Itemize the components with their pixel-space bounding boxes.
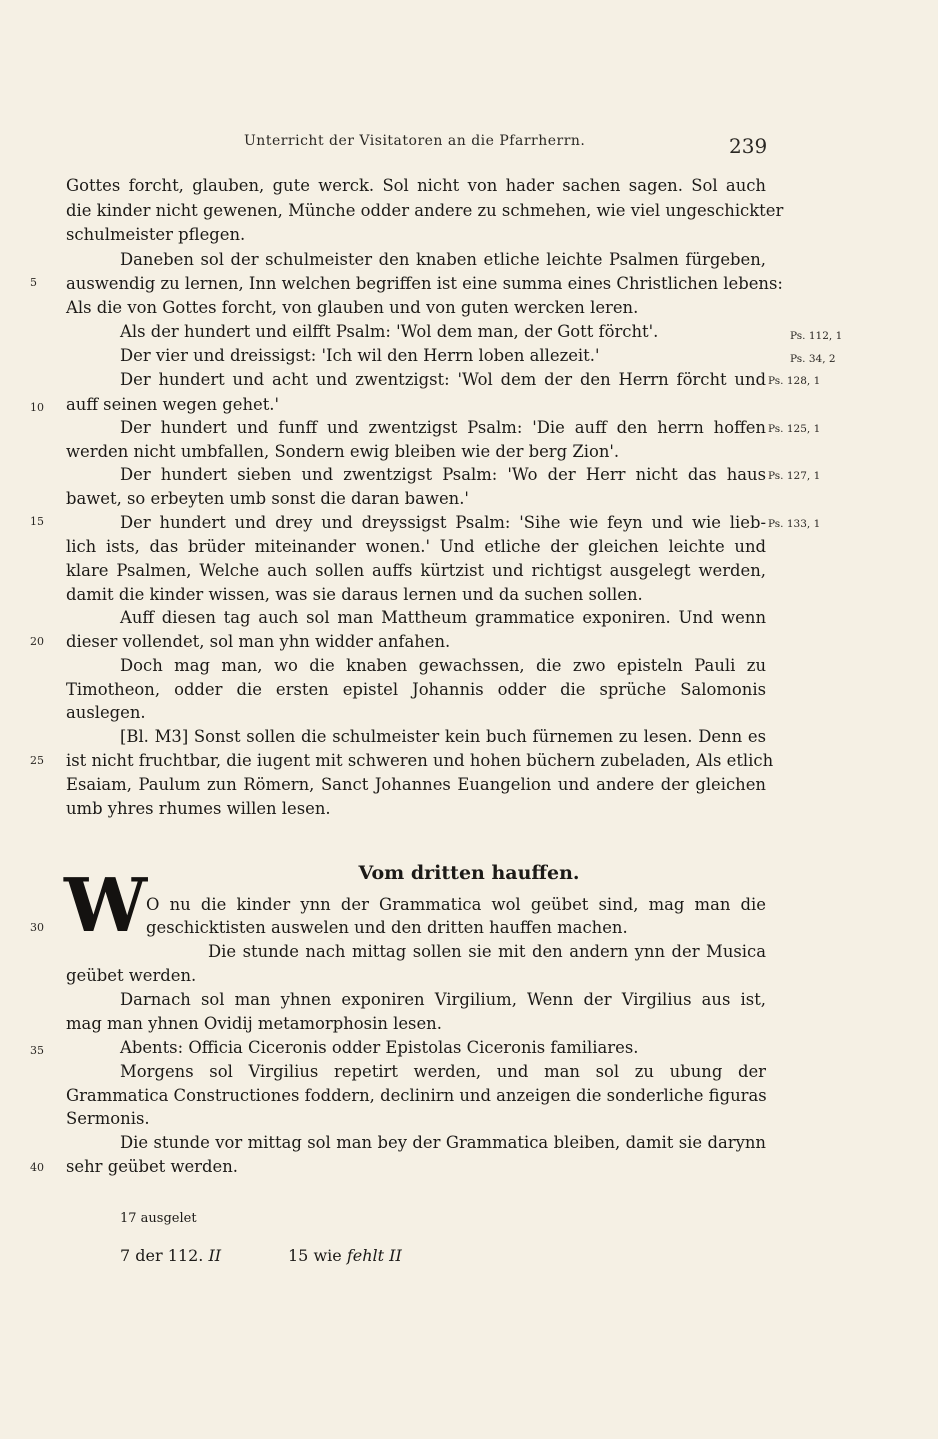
text-line: Der hundert und funff und zwentzigst Psalm: 'Die auff den herrn hoffen xyxy=(120,418,766,437)
text-line: Abents: Officia Ciceronis odder Epistolas Ciceronis familiares. xyxy=(120,1038,639,1057)
text-line: damit die kinder wissen, was sie daraus lernen und da suchen sollen. xyxy=(66,585,643,604)
text-line: Als der hundert und eilfft Psalm: 'Wol dem man, der Gott förcht'. xyxy=(120,322,659,341)
text-line: umb yhres rhumes willen lesen. xyxy=(66,799,331,818)
text-line: sehr geübet werden. xyxy=(66,1157,238,1176)
text-line: Der hundert sieben und zwentzigst Psalm: 'Wo der Herr nicht das haus xyxy=(120,465,766,484)
text-line: ist nicht fruchtbar, die iugent mit schweren und hohen büchern zubeladen, Als etlich xyxy=(66,751,774,770)
text-line: Darnach sol man yhnen exponiren Virgilium, Wenn der Virgilius aus ist, xyxy=(120,990,766,1009)
text-line: geübet werden. xyxy=(66,966,197,985)
text-line: Grammatica Constructiones foddern, declinirn und anzeigen die sonderliche figuras xyxy=(66,1086,767,1105)
margin-reference: Ps. 125, 1 xyxy=(768,423,821,435)
text-line: mag man yhnen Ovidij metamorphosin lesen. xyxy=(66,1014,442,1033)
section-heading: Vom dritten hauffen. xyxy=(358,862,580,884)
drop-cap-initial: W xyxy=(64,863,148,949)
text-line: bawet, so erbeyten umb sonst die daran bawen.' xyxy=(66,489,469,508)
variant-reading xyxy=(120,1245,221,1267)
text-line: Der hundert und acht und zwentzigst: 'Wol dem der den Herrn förcht und xyxy=(120,370,766,389)
text-line: die kinder nicht gewenen, Münche odder andere zu schmehen, wie viel ungeschickter xyxy=(66,201,784,220)
margin-reference: Ps. 128, 1 xyxy=(768,375,821,387)
margin-reference: Ps. 127, 1 xyxy=(768,470,821,482)
text-line: Daneben sol der schulmeister den knaben etliche leichte Psalmen fürgeben, xyxy=(120,250,766,269)
text-line: auswendig zu lernen, Inn welchen begriffen ist eine summa eines Christlichen lebens: xyxy=(66,274,783,293)
running-title: Unterricht der Visitatoren an die Pfarrherrn. xyxy=(244,133,586,149)
line-number: 10 xyxy=(30,401,44,414)
text-line: auff seinen wegen gehet.' xyxy=(66,395,279,414)
line-number: 25 xyxy=(30,754,44,767)
text-line: werden nicht umbfallen, Sondern ewig bleiben wie der berg Zion'. xyxy=(66,442,620,461)
text-line: lich ists, das brüder miteinander wonen.' Und etliche der gleichen leichte und xyxy=(66,537,766,556)
variant-fehlt: fehlt xyxy=(346,1246,385,1265)
margin-reference: Ps. 34, 2 xyxy=(790,353,836,365)
text-line: Auff diesen tag auch sol man Mattheum grammatice exponiren. Und wenn xyxy=(120,608,766,627)
footnote: 17 ausgelet xyxy=(120,1211,197,1226)
margin-reference: Ps. 112, 1 xyxy=(790,330,843,342)
text-line: Die stunde vor mittag sol man bey der Grammatica bleiben, damit sie darynn xyxy=(120,1133,766,1152)
line-number: 40 xyxy=(30,1161,44,1174)
text-line: auslegen. xyxy=(66,703,146,722)
text-line: geschicktisten auswelen und den dritten hauffen machen. xyxy=(146,918,628,937)
text-line: Die stunde nach mittag sollen sie mit den andern ynn der Musica xyxy=(208,942,766,961)
text-line: Esaiam, Paulum zun Römern, Sanct Johannes Euangelion und andere der gleichen xyxy=(66,775,766,794)
page-number: 239 xyxy=(729,134,768,158)
text-line: Sermonis. xyxy=(66,1109,150,1128)
line-number: 20 xyxy=(30,635,44,648)
variant-sigil: II xyxy=(208,1246,222,1265)
text-line: Gottes forcht, glauben, gute werck. Sol nicht von hader sachen sagen. Sol auch xyxy=(66,176,766,195)
text-line: Als die von Gottes forcht, von glauben und von guten wercken leren. xyxy=(66,298,639,317)
variant-sigil: II xyxy=(389,1246,402,1265)
variant-text: 15 wie xyxy=(288,1246,342,1265)
text-line: Morgens sol Virgilius repetirt werden, und man sol zu ubung der xyxy=(120,1062,766,1081)
line-number: 5 xyxy=(30,276,37,289)
text-line: dieser vollendet, sol man yhn widder anfahen. xyxy=(66,632,451,651)
text-line: klare Psalmen, Welche auch sollen auffs kürtzist und richtigst ausgelegt werden, xyxy=(66,561,766,580)
text-line: Der hundert und drey und dreyssigst Psalm: 'Sihe wie feyn und wie lieb- xyxy=(120,513,766,532)
line-number: 15 xyxy=(30,515,44,528)
line-number: 35 xyxy=(30,1044,44,1057)
text-line: [Bl. M3] Sonst sollen die schulmeister kein buch fürnemen zu lesen. Denn es xyxy=(120,727,766,746)
text-line: schulmeister pflegen. xyxy=(66,225,246,244)
text-line: Timotheon, odder die ersten epistel Johannis odder die sprüche Salomonis xyxy=(66,680,766,699)
variant-text: 7 der 112. xyxy=(120,1246,204,1265)
line-number: 30 xyxy=(30,921,44,934)
text-line: O nu die kinder ynn der Grammatica wol geübet sind, mag man die xyxy=(146,895,766,914)
margin-reference: Ps. 133, 1 xyxy=(768,518,821,530)
text-line: Der vier und dreissigst: 'Ich wil den Herrn loben allezeit.' xyxy=(120,346,600,365)
variant-reading xyxy=(288,1245,402,1267)
text-line: Doch mag man, wo die knaben gewachssen, die zwo episteln Pauli zu xyxy=(120,656,766,675)
